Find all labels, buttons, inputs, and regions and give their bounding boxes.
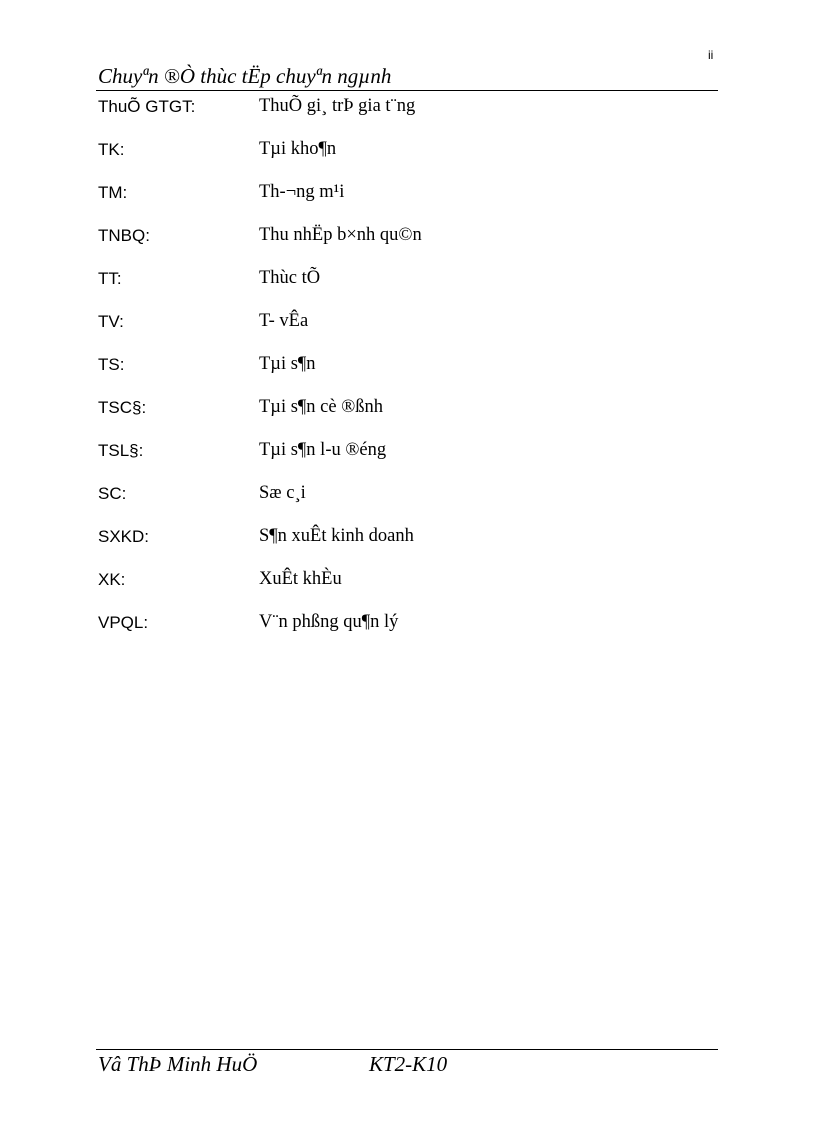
- abbreviation-term: ThuÕ GTGT:: [98, 97, 196, 116]
- abbreviation-term: TS:: [98, 355, 125, 374]
- abbreviation-definition: Thùc tÕ: [259, 268, 321, 288]
- footer-divider: [96, 1049, 718, 1050]
- abbreviation-term: SXKD:: [98, 527, 150, 546]
- header-title: Chuyªn ®Ò thùc tËp chuyªn ngµnh: [98, 64, 392, 88]
- abbreviation-term: TNBQ:: [98, 226, 150, 245]
- abbreviation-definition: Tµi kho¶n: [259, 139, 337, 159]
- list-item: [98, 482, 698, 525]
- footer-author: Vâ ThÞ Minh HuÖ: [98, 1052, 258, 1076]
- list-item: [98, 224, 698, 267]
- list-item: [98, 267, 698, 310]
- abbreviation-term: TSC§:: [98, 398, 147, 417]
- list-item: [98, 568, 698, 611]
- abbreviation-definition: Tµi s¶n l-u ®éng: [259, 440, 387, 460]
- abbreviation-term: TV:: [98, 312, 124, 331]
- abbreviation-term: TT:: [98, 269, 122, 288]
- abbreviation-definition: ThuÕ gi¸ trÞ gia t¨ng: [259, 96, 416, 116]
- abbreviation-term: TSL§:: [98, 441, 144, 460]
- abbreviation-definition: T- vÊa: [259, 311, 309, 331]
- abbreviation-definition: V¨n phßng qu¶n lý: [259, 612, 399, 632]
- abbreviation-definition: XuÊt khÈu: [259, 569, 342, 589]
- list-item: [98, 525, 698, 568]
- abbreviation-definition: Sæ c¸i: [259, 483, 306, 503]
- abbreviation-term: VPQL:: [98, 613, 149, 632]
- abbreviation-definition: S¶n xuÊt kinh doanh: [259, 526, 414, 546]
- abbreviation-term: TK:: [98, 140, 125, 159]
- list-item: [98, 611, 698, 654]
- page-number: ii: [708, 48, 714, 62]
- list-item: [98, 353, 698, 396]
- list-item: [98, 396, 698, 439]
- abbreviation-definition: Tµi s¶n: [259, 354, 316, 374]
- list-item: [98, 310, 698, 353]
- list-item: [98, 181, 698, 224]
- abbreviation-definition: Thu nhËp b×nh qu©n: [259, 225, 422, 245]
- list-item: [98, 138, 698, 181]
- abbreviation-list: [98, 95, 698, 654]
- list-item: [98, 95, 698, 138]
- header-divider: [96, 90, 718, 91]
- abbreviation-definition: Tµi s¶n cè ®ßnh: [259, 397, 384, 417]
- abbreviation-term: XK:: [98, 570, 126, 589]
- abbreviation-definition: Th-¬ng m¹i: [259, 182, 345, 202]
- list-item: [98, 439, 698, 482]
- abbreviation-term: TM:: [98, 183, 128, 202]
- footer-class-code: KT2-K10: [369, 1052, 448, 1076]
- abbreviation-term: SC:: [98, 484, 127, 503]
